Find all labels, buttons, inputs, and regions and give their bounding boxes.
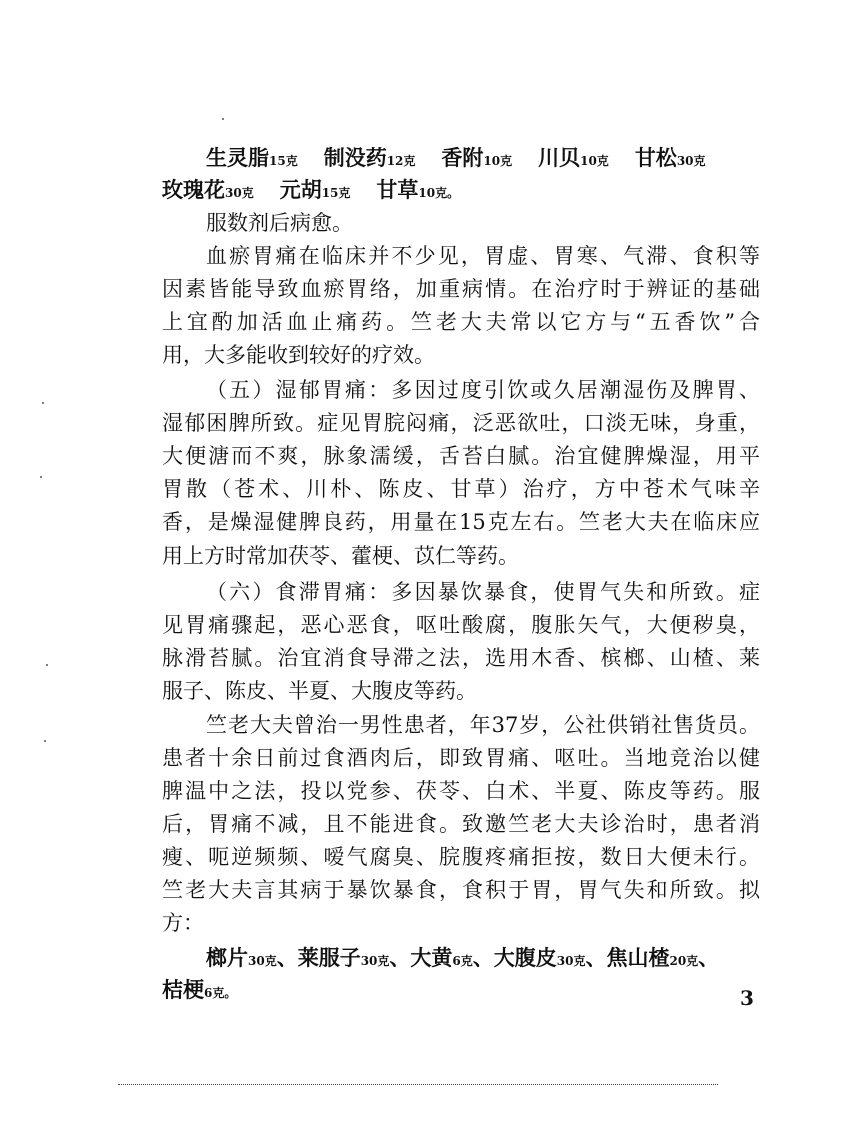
text-line: （六）食滞胃痛：多因暴饮暴食，使胃气失和所致。症 — [206, 580, 760, 604]
herb-dose: 30克 — [225, 186, 254, 200]
herb-item — [162, 977, 236, 1002]
herb-item — [277, 945, 390, 970]
herb-item — [698, 945, 719, 970]
text-line: 方： — [162, 911, 204, 935]
text-line: 服子、陈皮、半夏、大腹皮等药。 — [162, 679, 477, 703]
text-line: 胃散（苍术、川朴、陈皮、甘草）治疗，方中苍术气味辛 — [162, 477, 760, 501]
herb-dose: 10克。 — [418, 186, 460, 200]
page-number: 3 — [740, 986, 754, 1010]
scan-speck — [222, 118, 224, 120]
herb-item — [162, 177, 254, 202]
herb-dose: 30克 — [676, 154, 706, 168]
herb-item — [324, 145, 416, 170]
herb-dose: 6克。 — [204, 986, 237, 1000]
herb-item — [473, 945, 586, 970]
herb-name: 、莱服子 — [276, 945, 361, 970]
scan-speck — [40, 476, 42, 478]
herb-item — [376, 177, 459, 202]
prescription-line — [162, 975, 760, 1005]
scan-speck — [42, 402, 44, 404]
text-line: 用，大多能收到较好的疗效。 — [162, 343, 435, 367]
text-line: （五）湿郁胃痛：多因过度引饮或久居潮湿伤及脾胃、 — [206, 378, 760, 402]
prescription-line — [206, 143, 760, 173]
herb-name: 玫瑰花 — [162, 177, 225, 202]
herb-name: 、大黄 — [389, 945, 453, 970]
herb-name: 、大腹皮 — [472, 945, 557, 970]
scan-artifact-line — [118, 1084, 718, 1086]
herb-item — [441, 145, 512, 170]
text-line: 后，胃痛不减，且不能进食。致邀竺老大夫诊治时，患者消 — [162, 812, 760, 836]
text-line: 上宜酌加活血止痛药。竺老大夫常以它方与“五香饮”合 — [162, 310, 760, 334]
text-line: 脾温中之法，投以党参、茯苓、白术、半夏、陈皮等药。服 — [162, 779, 760, 803]
scan-speck — [44, 740, 46, 742]
text-line: 竺老大夫言其病于暴饮暴食，食积于胃，胃气失和所致。拟 — [162, 878, 760, 902]
herb-item — [206, 145, 298, 170]
herb-item — [585, 945, 698, 970]
herb-dose: 30克 — [556, 954, 586, 968]
text-line: 大便溏而不爽，脉象濡缓，舌苔白腻。治宜健脾燥湿，用平 — [162, 444, 760, 468]
herb-item — [538, 145, 609, 170]
herb-name: 元胡 — [279, 177, 322, 202]
text-line: 脉滑苔腻。治宜消食导滞之法，选用木香、槟榔、山楂、莱 — [162, 646, 760, 670]
herb-name: 生灵脂 — [206, 145, 269, 170]
herb-item — [280, 177, 351, 202]
scan-speck — [46, 664, 48, 666]
text-line: 患者十余日前过食酒肉后，即致胃痛、呕吐。当地竞治以健 — [162, 746, 760, 770]
herb-name: 川贝 — [538, 145, 581, 170]
herb-item — [389, 945, 472, 970]
herb-dose: 10克 — [483, 154, 513, 168]
text-line: 因素皆能导致血瘀胃络，加重病情。在治疗时于辨证的基础 — [162, 277, 760, 301]
herb-dose: 6克 — [452, 954, 473, 968]
herb-dose: 30克 — [248, 954, 277, 968]
herb-name: 榔片 — [206, 945, 248, 970]
prescription-line — [162, 175, 760, 205]
herb-name: 制没药 — [323, 145, 387, 170]
herb-name: 香附 — [441, 145, 484, 170]
herb-name: 甘草 — [376, 177, 419, 202]
herb-dose: 12克 — [386, 154, 416, 168]
herb-name: 、 — [698, 945, 720, 970]
herb-name: 、焦山楂 — [585, 945, 670, 970]
text-line: 服数剂后病愈。 — [206, 211, 353, 235]
text-line: 血瘀胃痛在临床并不少见，胃虚、胃寒、气滞、食积等 — [206, 244, 760, 268]
text-line: 湿郁困脾所致。症见胃脘闷痛，泛恶欲吐，口淡无味，身重， — [162, 411, 760, 435]
herb-name: 甘松 — [634, 145, 677, 170]
herb-item — [635, 145, 706, 170]
prescription-line — [206, 943, 760, 973]
herb-item — [206, 945, 277, 970]
text-line: 用上方时常加茯苓、藿梗、苡仁等药。 — [162, 544, 519, 568]
herb-dose: 30克 — [360, 954, 390, 968]
text-line: 竺老大夫曾治一男性患者，年37岁，公社供销社售货员。 — [206, 713, 760, 737]
herb-dose: 10克 — [580, 154, 609, 168]
herb-dose: 15克 — [321, 186, 351, 200]
herb-name: 桔梗 — [162, 977, 204, 1002]
text-line: 见胃痛骤起，恶心恶食，呕吐酸腐，腹胀矢气，大便秽臭， — [162, 613, 760, 637]
herb-dose: 20克 — [669, 954, 699, 968]
text-line: 瘦、呃逆频频、嗳气腐臭、脘腹疼痛拒按，数日大便未行。 — [162, 845, 760, 869]
text-line: 香，是燥湿健脾良药，用量在15克左右。竺老大夫在临床应 — [162, 510, 760, 534]
herb-dose: 15克 — [269, 154, 298, 168]
